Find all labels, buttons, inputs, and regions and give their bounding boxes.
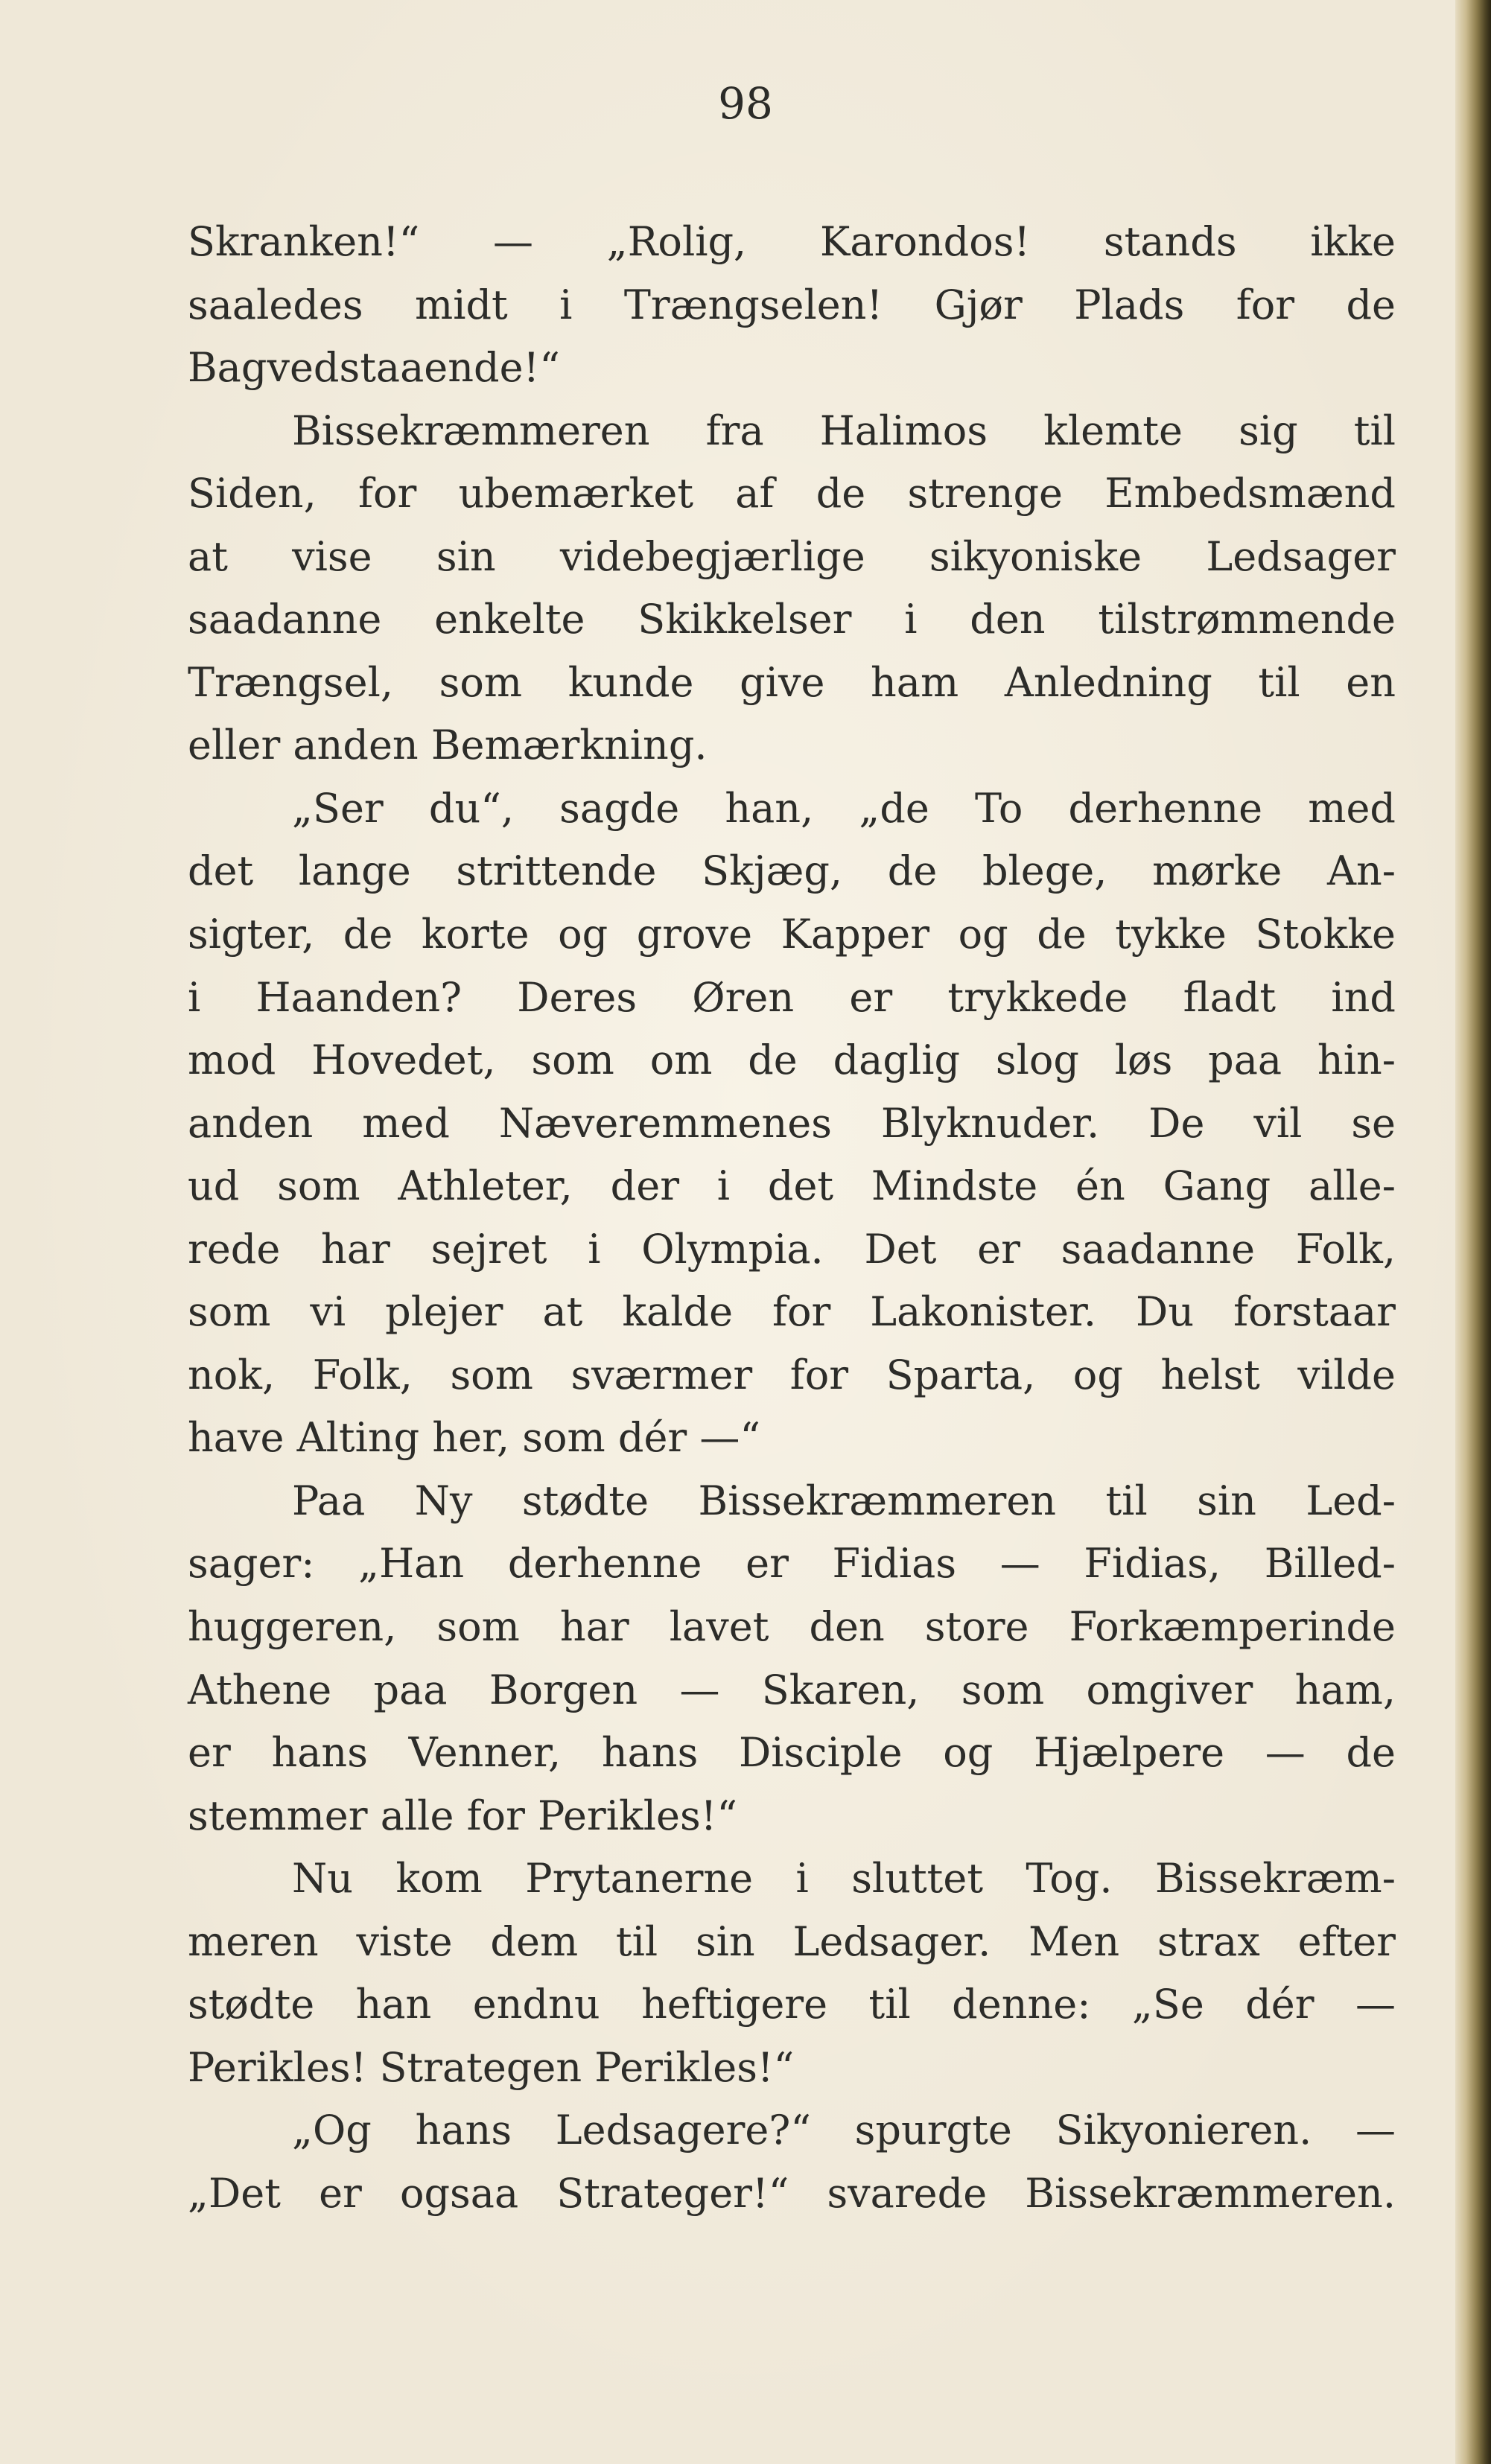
text-line: have Alting her, som dér —“ (188, 1414, 760, 1462)
text-line: eller anden Bemærkning. (188, 722, 708, 769)
text-line: Bissekræmmeren fra Halimos klemte sig til (292, 407, 1396, 454)
text-line: Trængsel, som kunde give ham Anledning til en (188, 658, 1396, 706)
text-line: meren viste dem til sin Ledsager. Men strax efter (188, 1917, 1396, 1965)
text-line: saadanne enkelte Skikkelser i den tilstrømmende (188, 596, 1396, 643)
text-line: ud som Athleter, der i det Mindste én Gang alle- (188, 1162, 1396, 1210)
text-line: Bagvedstaaende!“ (188, 344, 560, 392)
text-line: anden med Næveremmenes Blyknuder. De vil se (188, 1099, 1396, 1147)
text-line: det lange strittende Skjæg, de blege, mørke An- (188, 847, 1396, 895)
text-line: at vise sin videbegjærlige sikyoniske Ledsager (188, 532, 1396, 580)
text-line: saaledes midt i Trængselen! Gjør Plads for de (188, 281, 1396, 328)
text-line: sigter, de korte og grove Kapper og de tykke Stokke (188, 911, 1396, 958)
text-line: huggeren, som har lavet den store Forkæmperinde (188, 1603, 1396, 1651)
text-line: „Ser du“, sagde han, „de To derhenne med (292, 784, 1396, 832)
text-line: stemmer alle for Perikles!“ (188, 1792, 737, 1839)
text-line: Nu kom Prytanerne i sluttet Tog. Bissekræm- (292, 1855, 1396, 1903)
text-line: stødte han endnu heftigere til denne: „Se dér — (188, 1981, 1396, 2028)
text-line: „Og hans Ledsagere?“ spurgte Sikyonieren. — (292, 2107, 1396, 2154)
body-text (188, 211, 1396, 2226)
text-line: nok, Folk, som sværmer for Sparta, og helst vilde (188, 1351, 1396, 1398)
text-line: er hans Venner, hans Disciple og Hjælpere — de (188, 1729, 1396, 1777)
text-line: „Det er ogsaa Strateger!“ svarede Bissekræmmeren. (188, 2169, 1396, 2217)
text-line: som vi plejer at kalde for Lakonister. Du forstaar (188, 1288, 1396, 1336)
page-number: 98 (718, 78, 773, 129)
text-line: mod Hovedet, som om de daglig slog løs paa hin- (188, 1037, 1396, 1084)
text-line: sager: „Han derhenne er Fidias — Fidias, Billed- (188, 1540, 1396, 1588)
text-line: Paa Ny stødte Bissekræmmeren til sin Led- (292, 1477, 1396, 1524)
text-line: i Haanden? Deres Øren er trykkede fladt ind (188, 973, 1396, 1021)
text-line: Athene paa Borgen — Skaren, som omgiver ham, (188, 1666, 1396, 1713)
page-edge-shadow (1455, 0, 1491, 2464)
text-line: Skranken!“ — „Rolig, Karondos! stands ikke (188, 218, 1396, 265)
text-line: rede har sejret i Olympia. Det er saadanne Folk, (188, 1225, 1396, 1273)
text-line: Perikles! Strategen Perikles!“ (188, 2043, 795, 2091)
text-line: Siden, for ubemærket af de strenge Embedsmænd (188, 470, 1396, 518)
